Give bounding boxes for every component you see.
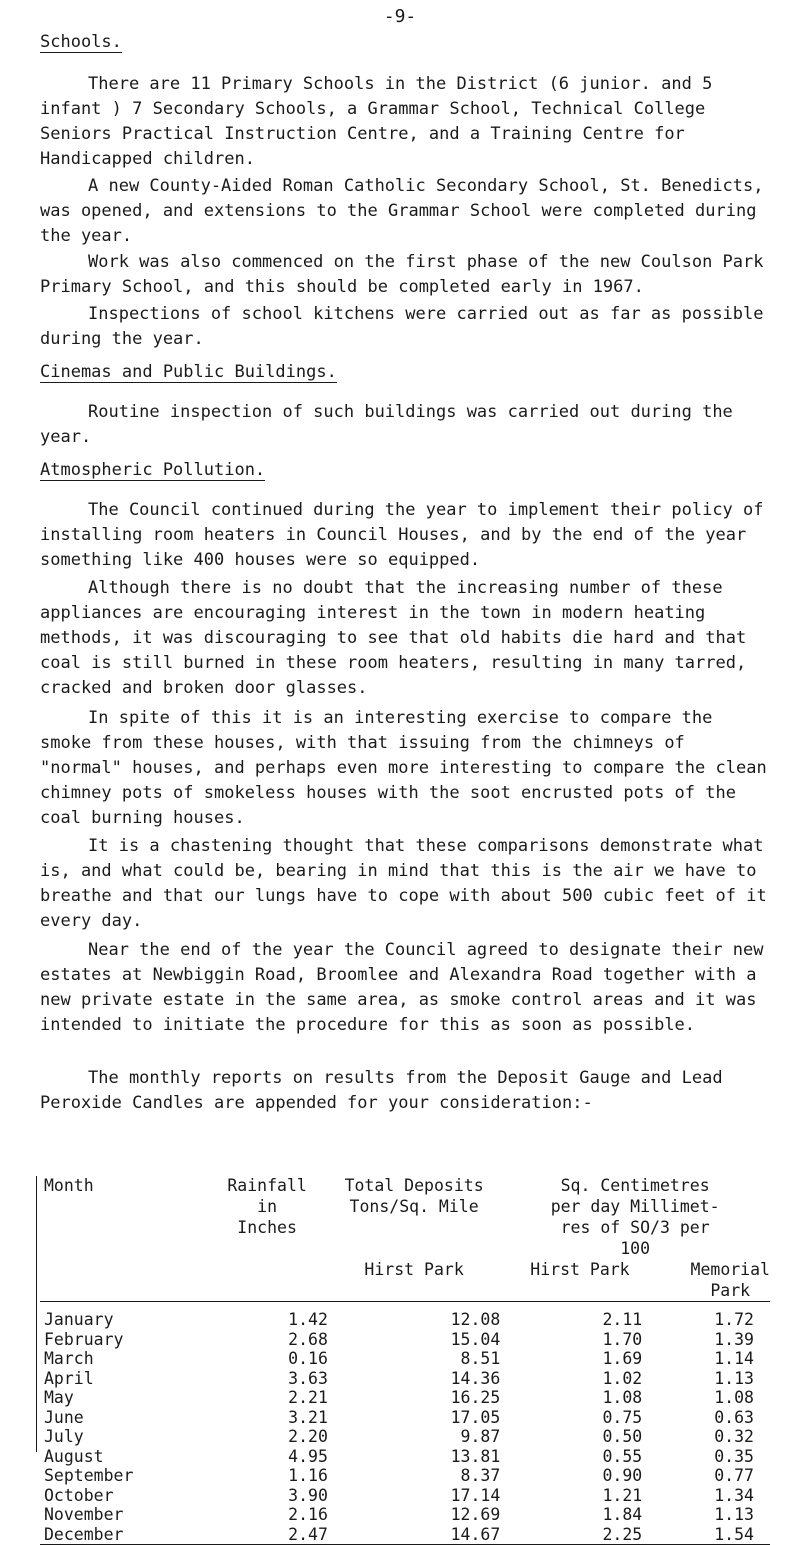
cell-memorial-park: 1.13 bbox=[714, 1368, 754, 1388]
cell-month: February bbox=[44, 1329, 124, 1349]
cell-hirst-park: 2.11 bbox=[602, 1310, 643, 1329]
cell-total-deposits: 12.69 bbox=[450, 1505, 501, 1524]
table-row bbox=[40, 1505, 770, 1525]
cell-memorial-park: 1.14 bbox=[714, 1349, 754, 1368]
cell-memorial-park: 0.77 bbox=[714, 1466, 754, 1485]
schools-para-1: There are 11 Primary Schools in the District (6 junior. and 5 infant ) 7 Secondary Schools, a Grammar School, Technical College Seniors Practical Instruction Centre, and a Training Centre for Handicapped children. bbox=[40, 74, 713, 169]
header-sq-centimetres: Sq. Centimetres per day Millimet- res of SO/3 per 100 Hirst Park Memorial Park bbox=[500, 1175, 770, 1302]
cell-hirst-park: 0.55 bbox=[602, 1446, 643, 1466]
cell-hirst-park: 1.08 bbox=[602, 1388, 643, 1407]
header-deposits-site: Hirst Park bbox=[364, 1260, 464, 1279]
cell-memorial-park: 0.32 bbox=[714, 1427, 754, 1446]
schools-para-3: Work was also commenced on the first phase of the new Coulson Park Primary School, and this should be completed early in 1967. bbox=[40, 252, 764, 297]
table-row bbox=[40, 1447, 770, 1467]
cell-total-deposits: 15.04 bbox=[450, 1329, 501, 1349]
header-month: Month bbox=[40, 1175, 206, 1302]
cell-hirst-park: 0.50 bbox=[602, 1427, 643, 1446]
cell-total-deposits: 8.37 bbox=[460, 1466, 501, 1485]
cell-hirst-park: 2.25 bbox=[500, 1525, 642, 1545]
cell-total-deposits: 17.05 bbox=[450, 1407, 501, 1427]
cell-rainfall: 2.68 bbox=[288, 1329, 328, 1349]
cell-total-deposits: 8.51 bbox=[460, 1349, 501, 1368]
cell-memorial-park: 1.72 bbox=[714, 1310, 754, 1329]
cell-rainfall: 2.16 bbox=[288, 1505, 328, 1524]
table-row bbox=[40, 1369, 770, 1389]
cell-rainfall: 3.63 bbox=[288, 1368, 328, 1388]
table-row bbox=[40, 1427, 770, 1447]
table-header-row bbox=[40, 1175, 770, 1302]
cell-rainfall: 2.20 bbox=[288, 1427, 328, 1446]
table-row bbox=[40, 1310, 770, 1330]
cell-total-deposits: 9.87 bbox=[460, 1427, 501, 1446]
cell-hirst-park: 1.02 bbox=[602, 1368, 643, 1388]
cell-month: December bbox=[40, 1525, 206, 1545]
cell-hirst-park: 0.90 bbox=[602, 1466, 643, 1485]
pollution-heading: Atmospheric Pollution. bbox=[40, 460, 266, 480]
cell-hirst-park: 1.84 bbox=[602, 1505, 643, 1524]
cell-month: January bbox=[44, 1310, 114, 1329]
cell-month: March bbox=[44, 1349, 94, 1368]
cell-rainfall: 3.90 bbox=[288, 1485, 328, 1505]
cinemas-para-1: Routine inspection of such buildings was carried out during the year. bbox=[40, 402, 733, 447]
cell-total-deposits: 14.67 bbox=[328, 1525, 500, 1545]
table-left-rule bbox=[36, 1176, 37, 1452]
cell-hirst-park: 0.75 bbox=[602, 1407, 643, 1427]
header-hirst-park: Hirst Park bbox=[530, 1260, 630, 1279]
table-row bbox=[40, 1486, 770, 1506]
pollution-para-4: It is a chastening thought that these comparisons demonstrate what is, and what could be, bearing in mind that this is the air we have to breathe and that our lungs have to cope with about 500 cubic feet of it every day. bbox=[40, 836, 767, 931]
pollution-heading-wrap bbox=[40, 460, 770, 481]
cell-rainfall: 1.42 bbox=[288, 1310, 328, 1329]
header-memorial-park: Memorial Park bbox=[690, 1260, 770, 1300]
table-row bbox=[40, 1408, 770, 1428]
cell-month: August bbox=[44, 1446, 104, 1466]
cell-memorial-park: 1.08 bbox=[714, 1388, 754, 1407]
cell-month: April bbox=[44, 1368, 94, 1388]
cell-rainfall: 4.95 bbox=[288, 1446, 328, 1466]
cell-rainfall: 0.16 bbox=[288, 1349, 328, 1368]
cell-month: November bbox=[44, 1505, 124, 1524]
cell-memorial-park: 1.34 bbox=[714, 1485, 754, 1505]
cinemas-heading: Cinemas and Public Buildings. bbox=[40, 362, 337, 382]
cell-memorial-park: 1.54 bbox=[642, 1525, 770, 1545]
cell-month: July bbox=[44, 1427, 84, 1446]
schools-para-4: Inspections of school kitchens were carried out as far as possible during the year. bbox=[40, 304, 764, 349]
page-number: -9- bbox=[383, 6, 417, 27]
table-row bbox=[40, 1388, 770, 1408]
table-body bbox=[40, 1302, 770, 1545]
cell-total-deposits: 13.81 bbox=[450, 1446, 501, 1466]
cell-memorial-park: 0.35 bbox=[714, 1446, 754, 1466]
cell-rainfall: 3.21 bbox=[288, 1407, 328, 1427]
cell-total-deposits: 12.08 bbox=[450, 1310, 501, 1329]
cell-month: September bbox=[44, 1466, 134, 1485]
cell-rainfall: 1.16 bbox=[288, 1466, 328, 1485]
header-rainfall: Rainfall in Inches bbox=[206, 1175, 328, 1302]
pollution-para-6: The monthly reports on results from the Deposit Gauge and Lead Peroxide Candles are appended for your consideration:- bbox=[40, 1068, 723, 1113]
pollution-para-3: In spite of this it is an interesting exercise to compare the smoke from these houses, with that issuing from the chimneys of "normal" houses, and perhaps even more interesting to compare the clean chimney pots of smokeless houses with the soot encrusted pots of the coal burning houses. bbox=[40, 708, 767, 828]
cell-memorial-park: 1.39 bbox=[714, 1329, 754, 1349]
cinemas-heading-wrap bbox=[40, 362, 770, 383]
cell-hirst-park: 1.69 bbox=[602, 1349, 643, 1368]
cell-rainfall: 2.21 bbox=[288, 1388, 328, 1407]
schools-heading: Schools. bbox=[40, 32, 122, 52]
schools-para-2: A new County-Aided Roman Catholic Secondary School, St. Benedicts, was opened, and extensions to the Grammar School were completed during the year. bbox=[40, 176, 764, 246]
pollution-para-5: Near the end of the year the Council agreed to designate their new estates at Newbiggin Road, Broomlee and Alexandra Road together with a new private estate in the same area, as smoke control areas and it was intended to initiate the procedure for this as soon as possible. bbox=[40, 940, 764, 1035]
cell-month: October bbox=[44, 1485, 114, 1505]
schools-heading-wrap bbox=[40, 32, 770, 53]
pollution-table bbox=[40, 1175, 770, 1545]
cell-total-deposits: 16.25 bbox=[450, 1388, 501, 1407]
header-total-deposits: Total Deposits Tons/Sq. Mile Hirst Park bbox=[328, 1175, 500, 1302]
cell-hirst-park: 1.70 bbox=[602, 1329, 643, 1349]
table-row bbox=[40, 1349, 770, 1369]
cell-rainfall: 2.47 bbox=[206, 1525, 328, 1545]
cell-month: June bbox=[44, 1407, 84, 1427]
cell-total-deposits: 14.36 bbox=[450, 1368, 501, 1388]
cell-hirst-park: 1.21 bbox=[602, 1485, 643, 1505]
table-row bbox=[40, 1330, 770, 1350]
cell-total-deposits: 17.14 bbox=[450, 1485, 501, 1505]
table-row bbox=[40, 1466, 770, 1486]
pollution-para-1: The Council continued during the year to implement their policy of installing room heaters in Council Houses, and by the end of the year something like 400 houses were so equipped. bbox=[40, 500, 764, 570]
pollution-para-2: Although there is no doubt that the increasing number of these appliances are encouraging interest in the town in modern heating methods, it was discouraging to see that old habits die hard and that coal is still burned in these room heaters, resulting in many tarred, cracked and broken door glasses. bbox=[40, 578, 747, 698]
cell-month: May bbox=[44, 1388, 74, 1407]
table-row bbox=[40, 1525, 770, 1545]
cell-memorial-park: 0.63 bbox=[714, 1407, 754, 1427]
cell-memorial-park: 1.13 bbox=[714, 1505, 754, 1524]
